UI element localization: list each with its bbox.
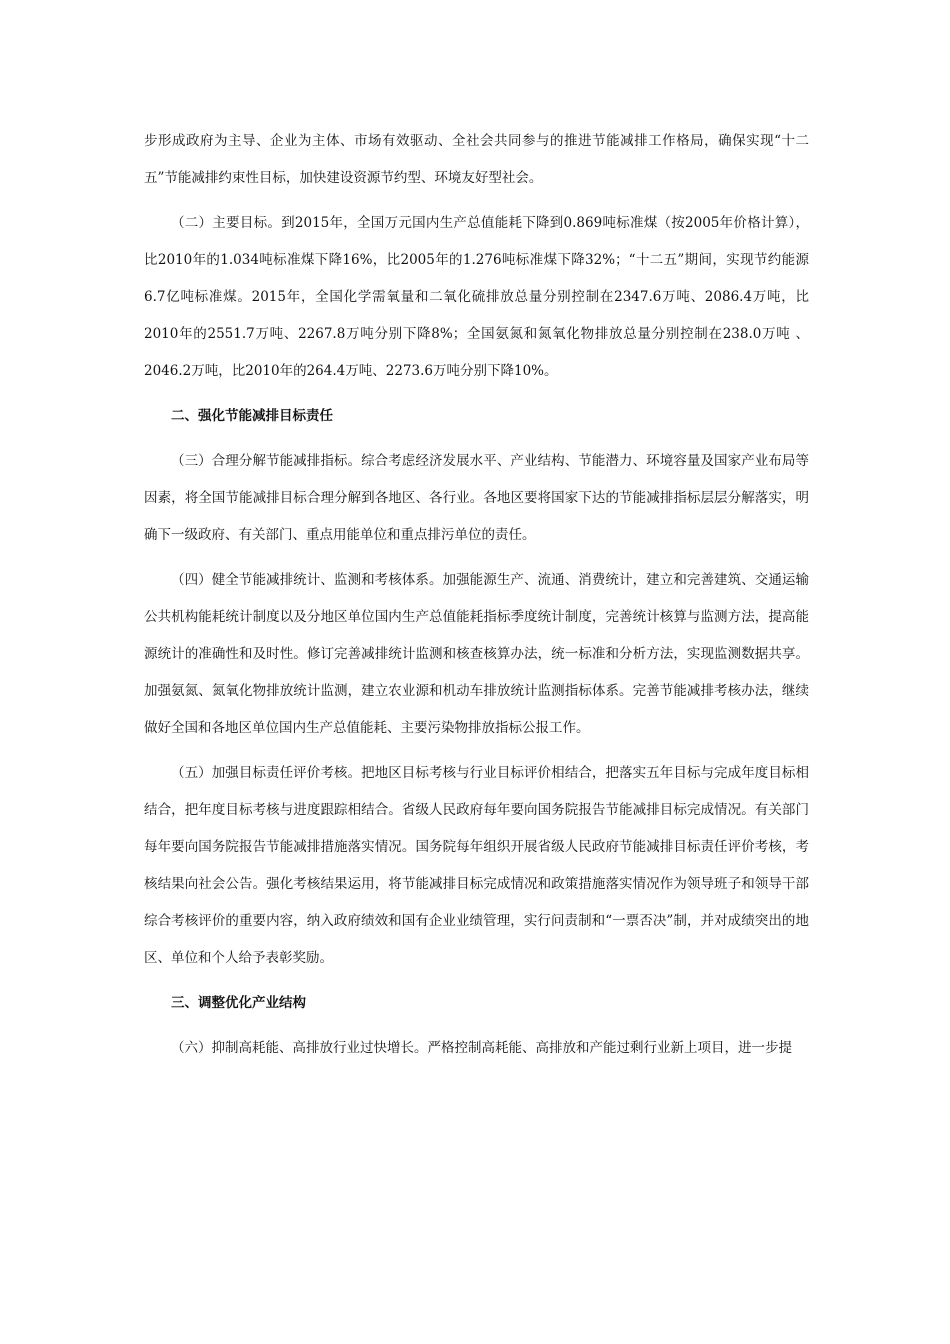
paragraph-indicator-allocation: （三）合理分解节能减排指标。综合考虑经济发展水平、产业结构、节能潜力、环境容量及国家产业布局等因素，将全国节能减排目标合理分解到各地区、各行业。各地区要将国家下达的节能减排指标层层分解落实，明确下一级政府、有关部门、重点用能单位和重点排污单位的责任。 — [144, 453, 809, 543]
section-heading-target-responsibility: 二、强化节能减排目标责任 — [171, 408, 333, 424]
document-body — [144, 123, 809, 1067]
paragraph-curb-high-energy: （六）抑制高耗能、高排放行业过快增长。严格控制高耗能、高排放和产能过剩行业新上项目，进一步提 — [171, 1040, 792, 1056]
paragraph-main-targets: （二）主要目标。到2015年，全国万元国内生产总值能耗下降到0.869吨标准煤（按2005年价格计算），比2010年的1.034吨标准煤下降16%，比2005年的1.276吨标准煤下降32%；“十二五”期间，实现节约能源6.7亿吨标准煤。2015年，全国化学需氧量和二氧化硫排放总量分别控制在2347.6万吨、2086.4万吨，比2010年的2551.7万吨、2267.8万吨分别下降8%；全国氨氮和氮氧化物排放总量分别控制在238.0万吨 、2046.2万吨，比2010年的264.4万吨、2273.6万吨分别下降10%。 — [144, 215, 809, 379]
paragraph-statistics-monitoring: （四）健全节能减排统计、监测和考核体系。加强能源生产、流通、消费统计，建立和完善建筑、交通运输公共机构能耗统计制度以及分地区单位国内生产总值能耗指标季度统计制度，完善统计核算与监测方法，提高能源统计的准确性和及时性。修订完善减排统计监测和核查核算办法，统一标准和分析方法，实现监测数据共享。加强氨氮、氮氧化物排放统计监测，建立农业源和机动车排放统计监测指标体系。完善节能减排考核办法，继续做好全国和各地区单位国内生产总值能耗、主要污染物排放指标公报工作。 — [144, 572, 809, 736]
paragraph-evaluation-assessment: （五）加强目标责任评价考核。把地区目标考核与行业目标评价相结合，把落实五年目标与完成年度目标相结合，把年度目标考核与进度跟踪相结合。省级人民政府每年要向国务院报告节能减排目标完成情况。有关部门每年要向国务院报告节能减排措施落实情况。国务院每年组织开展省级人民政府节能减排目标责任评价考核，考核结果向社会公告。强化考核结果运用，将节能减排目标完成情况和政策措施落实情况作为领导班子和领导干部综合考核评价的重要内容，纳入政府绩效和国有企业业绩管理，实行问责制和“一票否决”制，并对成绩突出的地区、单位和个人给予表彰奖励。 — [144, 765, 809, 966]
paragraph-intro-continuation: 步形成政府为主导、企业为主体、市场有效驱动、全社会共同参与的推进节能减排工作格局，确保实现“十二五”节能减排约束性目标，加快建设资源节约型、环境友好型社会。 — [144, 133, 809, 186]
section-heading-industrial-structure: 三、调整优化产业结构 — [171, 995, 306, 1011]
